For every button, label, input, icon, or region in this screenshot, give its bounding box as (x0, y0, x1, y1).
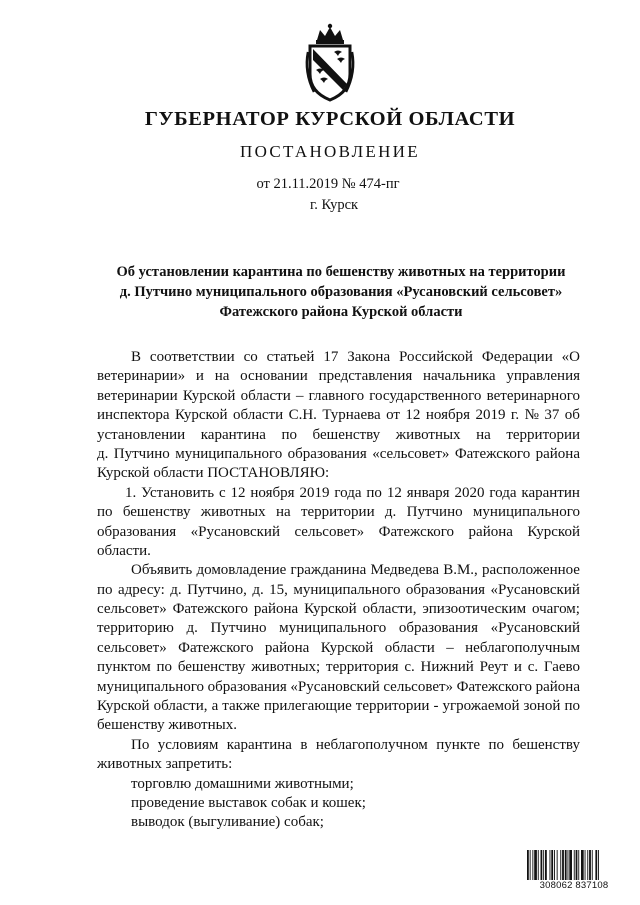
body-word: 2019 (299, 484, 330, 501)
barcode-bar (565, 850, 567, 880)
body-word: области, (362, 601, 417, 618)
body-word: адресу: (118, 581, 165, 598)
body-word: начальника (423, 368, 496, 385)
body-word: Нижний (420, 659, 474, 676)
body-word: ветеринарии (97, 387, 178, 404)
body-word: «Русановский (490, 620, 580, 637)
body-word: г. (510, 407, 520, 424)
body-line-text: бешенству животных. (97, 717, 237, 734)
body-word: угрожаемой (442, 698, 520, 715)
body-word: района (253, 601, 299, 618)
body-word: карантина (226, 736, 292, 753)
body-word: года (489, 484, 517, 501)
body-line (97, 581, 580, 600)
body-word: Курской (174, 407, 228, 424)
body-line-text: животных запретить: (97, 756, 233, 773)
barcode-bar (538, 850, 539, 880)
body-word: бешенству (512, 736, 580, 753)
body-word: территории (506, 426, 580, 443)
body-word: С.Н. (288, 407, 317, 424)
body-word: по (97, 581, 113, 598)
document-date-number: от 21.11.2019 № 474-пг (256, 176, 400, 192)
body-word: также (222, 698, 260, 715)
body-word: муниципального (472, 504, 580, 521)
body-word: неблагополучным (465, 639, 580, 656)
body-line (97, 639, 580, 658)
body-word: д. (186, 620, 198, 637)
document-body (97, 348, 580, 833)
body-word: территория (326, 659, 399, 676)
barcode-bar (551, 850, 553, 880)
barcode-bar (554, 850, 555, 880)
body-line (97, 775, 580, 794)
body-word: муниципального (293, 581, 401, 598)
body-word: от (386, 407, 400, 424)
body-word: «сельсовет» (372, 445, 450, 462)
body-word: животных (395, 426, 461, 443)
body-word: Медведева (370, 562, 439, 579)
body-word: по (366, 484, 382, 501)
body-word: области (240, 387, 291, 404)
body-word: Фатежского (456, 678, 533, 695)
body-word: сельсовет» (294, 523, 365, 540)
barcode-bar (550, 850, 551, 880)
body-line (97, 503, 580, 522)
body-word: представления (318, 368, 413, 385)
body-word: ветеринарии» (97, 368, 186, 385)
body-line (97, 484, 580, 503)
body-word: по (564, 698, 580, 715)
body-word: года (334, 484, 362, 501)
body-word: на (214, 368, 230, 385)
barcode-bar (598, 850, 599, 880)
barcode-bar (585, 850, 586, 880)
body-word: - (433, 698, 439, 715)
body-word: д. (252, 581, 264, 598)
body-line-text: проведение выставок собак и кошек; (131, 794, 366, 811)
body-line (97, 523, 580, 542)
barcode-bar (581, 850, 584, 880)
barcode-bar (530, 850, 531, 880)
body-word: района (264, 639, 310, 656)
body-word: муниципального (175, 445, 283, 462)
document-type: ПОСТАНОВЛЕНИЕ (240, 142, 420, 161)
barcode-bar (532, 850, 533, 880)
body-word: соответствии (149, 349, 235, 365)
body-line (97, 813, 580, 832)
body-word: В (131, 349, 142, 365)
body-word: 15, (269, 581, 288, 598)
body-word: муниципального (279, 620, 387, 637)
body-word: по (156, 659, 173, 676)
body-line (97, 600, 580, 619)
body-word: Путчино, (187, 581, 247, 598)
body-word: области (384, 639, 435, 656)
body-word: образования (97, 523, 177, 540)
body-word: Фатежского (454, 445, 531, 462)
body-word: по (488, 736, 504, 753)
body-word: 2019 (475, 407, 506, 424)
body-word: ноября (250, 484, 295, 501)
body-word: с (218, 484, 226, 501)
body-word: по (281, 426, 297, 443)
body-word: образования (398, 620, 478, 637)
body-word: пунктом (97, 659, 151, 676)
body-word: января (406, 484, 450, 501)
barcode-bar (578, 850, 579, 880)
body-word: Путчино (113, 445, 170, 462)
body-line (97, 367, 580, 386)
body-word: на (476, 426, 491, 443)
body-word: со (243, 349, 258, 365)
body-word: очагом; (531, 601, 580, 618)
barcode-bar (534, 850, 537, 880)
body-word: гражданина (290, 562, 367, 579)
body-line-text: торговлю домашними животными; (131, 775, 354, 792)
body-word: образования (405, 581, 486, 598)
body-word: с. (527, 659, 539, 676)
barcode-bar (545, 850, 547, 880)
body-line (97, 542, 580, 561)
body-word: 37 (544, 407, 560, 424)
body-word: Путчино (406, 504, 463, 521)
body-word: животных (200, 504, 266, 521)
body-word: Фатежского (378, 523, 455, 540)
body-word: карантин (521, 484, 580, 501)
barcode-bar (527, 850, 529, 880)
body-word: Курской (320, 639, 374, 656)
body-word: инспектора (97, 407, 170, 424)
body-line-text: выводок (выгуливание) собак; (131, 814, 324, 831)
barcode-bar (562, 850, 564, 880)
body-word: Курской (527, 523, 580, 540)
body-word: области (232, 407, 284, 424)
body-word: Турнаева (322, 407, 381, 424)
body-line (97, 736, 580, 755)
body-line (97, 755, 580, 774)
body-word: образования (207, 678, 287, 695)
body-word: прилегающие (263, 698, 352, 715)
barcode-bar (574, 850, 575, 880)
body-word: образования (287, 445, 367, 462)
body-line (97, 658, 580, 677)
barcode-bars (526, 850, 622, 880)
body-word: бешенству (177, 659, 246, 676)
body-word: области, (153, 698, 208, 715)
body-word: пункте (436, 736, 481, 753)
body-line (97, 406, 580, 425)
body-word: 2020 (454, 484, 485, 501)
body-word: 12 (405, 407, 421, 424)
body-word: домовладение (196, 562, 287, 579)
body-word: Курской (97, 698, 150, 715)
body-word: расположенное (481, 562, 580, 579)
body-word: главного (308, 387, 365, 404)
body-line (97, 619, 580, 638)
body-word: статьей (266, 349, 315, 365)
body-word: и (195, 368, 204, 385)
body-line (97, 697, 580, 716)
body-word: территории (355, 698, 430, 715)
body-word: по (97, 504, 113, 521)
body-line (97, 348, 580, 367)
body-word: Закона (347, 349, 391, 365)
barcode-bar (576, 850, 578, 880)
document-subject (96, 262, 586, 322)
barcode-bar (587, 850, 588, 880)
body-word: сельсовет» (97, 639, 167, 656)
body-word: «Русановский (490, 581, 580, 598)
body-word: Курской (304, 601, 357, 618)
body-word: 12 (386, 484, 402, 501)
body-word: 17 (323, 349, 339, 365)
body-word: карантина (200, 426, 266, 443)
document-city: г. Курск (309, 197, 359, 213)
barcode-bar (569, 850, 572, 880)
subject-line: д. Путчино муниципального образования «Русановский сельсовет» (119, 284, 563, 300)
body-word: животных; (251, 659, 321, 676)
body-word: на (275, 504, 291, 521)
body-word: сельсовет» (97, 601, 167, 618)
body-line-text: Курской области ПОСТАНОВЛЯЮ: (97, 465, 330, 482)
body-word: Реут (479, 659, 509, 676)
body-word: № (524, 407, 539, 424)
body-word: «О (561, 349, 580, 365)
body-line (97, 561, 580, 580)
body-word: территории (300, 504, 375, 521)
barcode-number: 308062 837108 (539, 880, 609, 891)
body-word: д. (170, 581, 182, 598)
body-word: бешенству (122, 504, 191, 521)
body-word: а (211, 698, 219, 715)
body-word: муниципального (97, 678, 205, 695)
body-word: Российской (399, 349, 473, 365)
barcode-bar (589, 850, 591, 880)
body-word: В.М., (443, 562, 478, 579)
body-word: в (300, 736, 308, 753)
body-word: Федерации (481, 349, 553, 365)
barcode-bar (595, 850, 597, 880)
body-word: По (131, 736, 150, 753)
body-word: района (468, 523, 513, 540)
body-word: неблагополучном (315, 736, 428, 753)
body-word: д. (97, 445, 109, 462)
body-word: ноября (425, 407, 471, 424)
body-word: района (535, 445, 580, 462)
body-word: с. (404, 659, 415, 676)
body-word: бешенству (312, 426, 381, 443)
body-word: д. (384, 504, 397, 521)
body-word: 12 (230, 484, 246, 501)
barcode-bar (560, 850, 561, 880)
issuer-title: ГУБЕРНАТОР КУРСКОЙ ОБЛАСТИ (144, 108, 516, 130)
body-word: – (295, 387, 304, 404)
body-word: управления (506, 368, 580, 385)
body-word: «Русановский (290, 678, 380, 695)
body-line (97, 716, 580, 735)
barcode-bar (543, 850, 544, 880)
body-word: и (513, 659, 522, 676)
body-word: установлении (97, 426, 186, 443)
body-word: основании (240, 368, 308, 385)
body-line (97, 426, 580, 445)
barcode-bar (557, 850, 558, 880)
body-word: 1. (125, 484, 137, 501)
body-line (97, 445, 580, 464)
barcode-bar (568, 850, 569, 880)
body-word: Фатежского (178, 639, 254, 656)
body-line (97, 387, 580, 406)
body-word: Гаево (543, 659, 580, 676)
body-word: Установить (141, 484, 215, 501)
body-word: Курской (182, 387, 236, 404)
body-word: территорию (97, 620, 174, 637)
barcode-bar (592, 850, 593, 880)
body-word: района (535, 678, 580, 695)
body-word: эпизоотическим (422, 601, 527, 618)
body-word: государственного (369, 387, 482, 404)
body-line (97, 464, 580, 483)
body-word: условиям (157, 736, 219, 753)
coat-of-arms-emblem (300, 22, 360, 102)
body-word: «Русановский (190, 523, 280, 540)
barcode-bar (541, 850, 543, 880)
body-word: Объявить (131, 562, 193, 579)
body-word: зоной (523, 698, 561, 715)
body-word: сельсовет» (383, 678, 454, 695)
body-line (97, 794, 580, 813)
body-word: Путчино (210, 620, 267, 637)
body-word: Фатежского (172, 601, 248, 618)
barcode (526, 850, 622, 892)
body-line (97, 678, 580, 697)
subject-line: Об установлении карантина по бешенству животных на территории (116, 264, 566, 280)
body-line-text: области. (97, 542, 151, 559)
body-word: об (564, 407, 580, 424)
body-word: ветеринарного (486, 387, 580, 404)
subject-line: Фатежского района Курской области (219, 304, 463, 320)
body-word: – (446, 639, 454, 656)
